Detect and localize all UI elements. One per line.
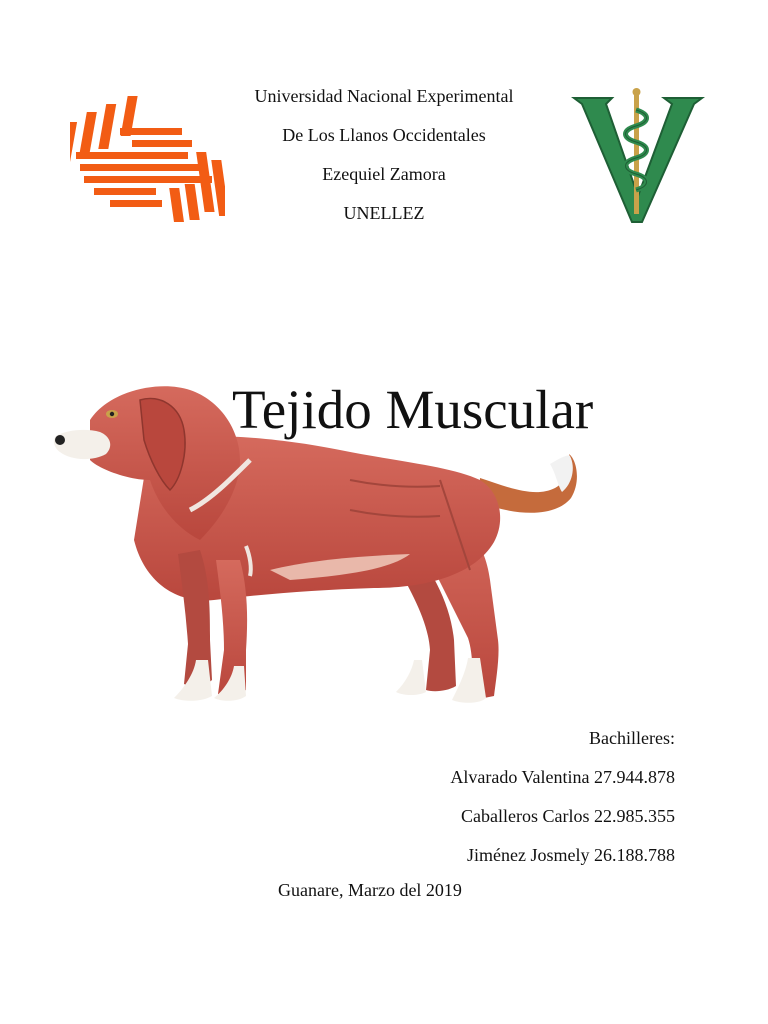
- student-name-2: Caballeros Carlos 22.985.355: [461, 806, 675, 826]
- header-line-3: Ezequiel Zamora: [322, 164, 446, 184]
- institution-header: [184, 86, 584, 242]
- student-name-3: Jiménez Josmely 26.188.788: [467, 845, 675, 865]
- header-line-2: De Los Llanos Occidentales: [282, 125, 486, 145]
- place-date: Guanare, Marzo del 2019: [278, 880, 462, 900]
- students-block: [450, 728, 675, 884]
- students-label: Bachilleres:: [589, 728, 675, 748]
- veterinary-logo: [570, 86, 706, 224]
- student-name-1: Alvarado Valentina 27.944.878: [450, 767, 675, 787]
- header-line-1: Universidad Nacional Experimental: [254, 86, 514, 106]
- document-title: Tejido Muscular: [232, 379, 594, 440]
- header-line-4: UNELLEZ: [343, 203, 425, 223]
